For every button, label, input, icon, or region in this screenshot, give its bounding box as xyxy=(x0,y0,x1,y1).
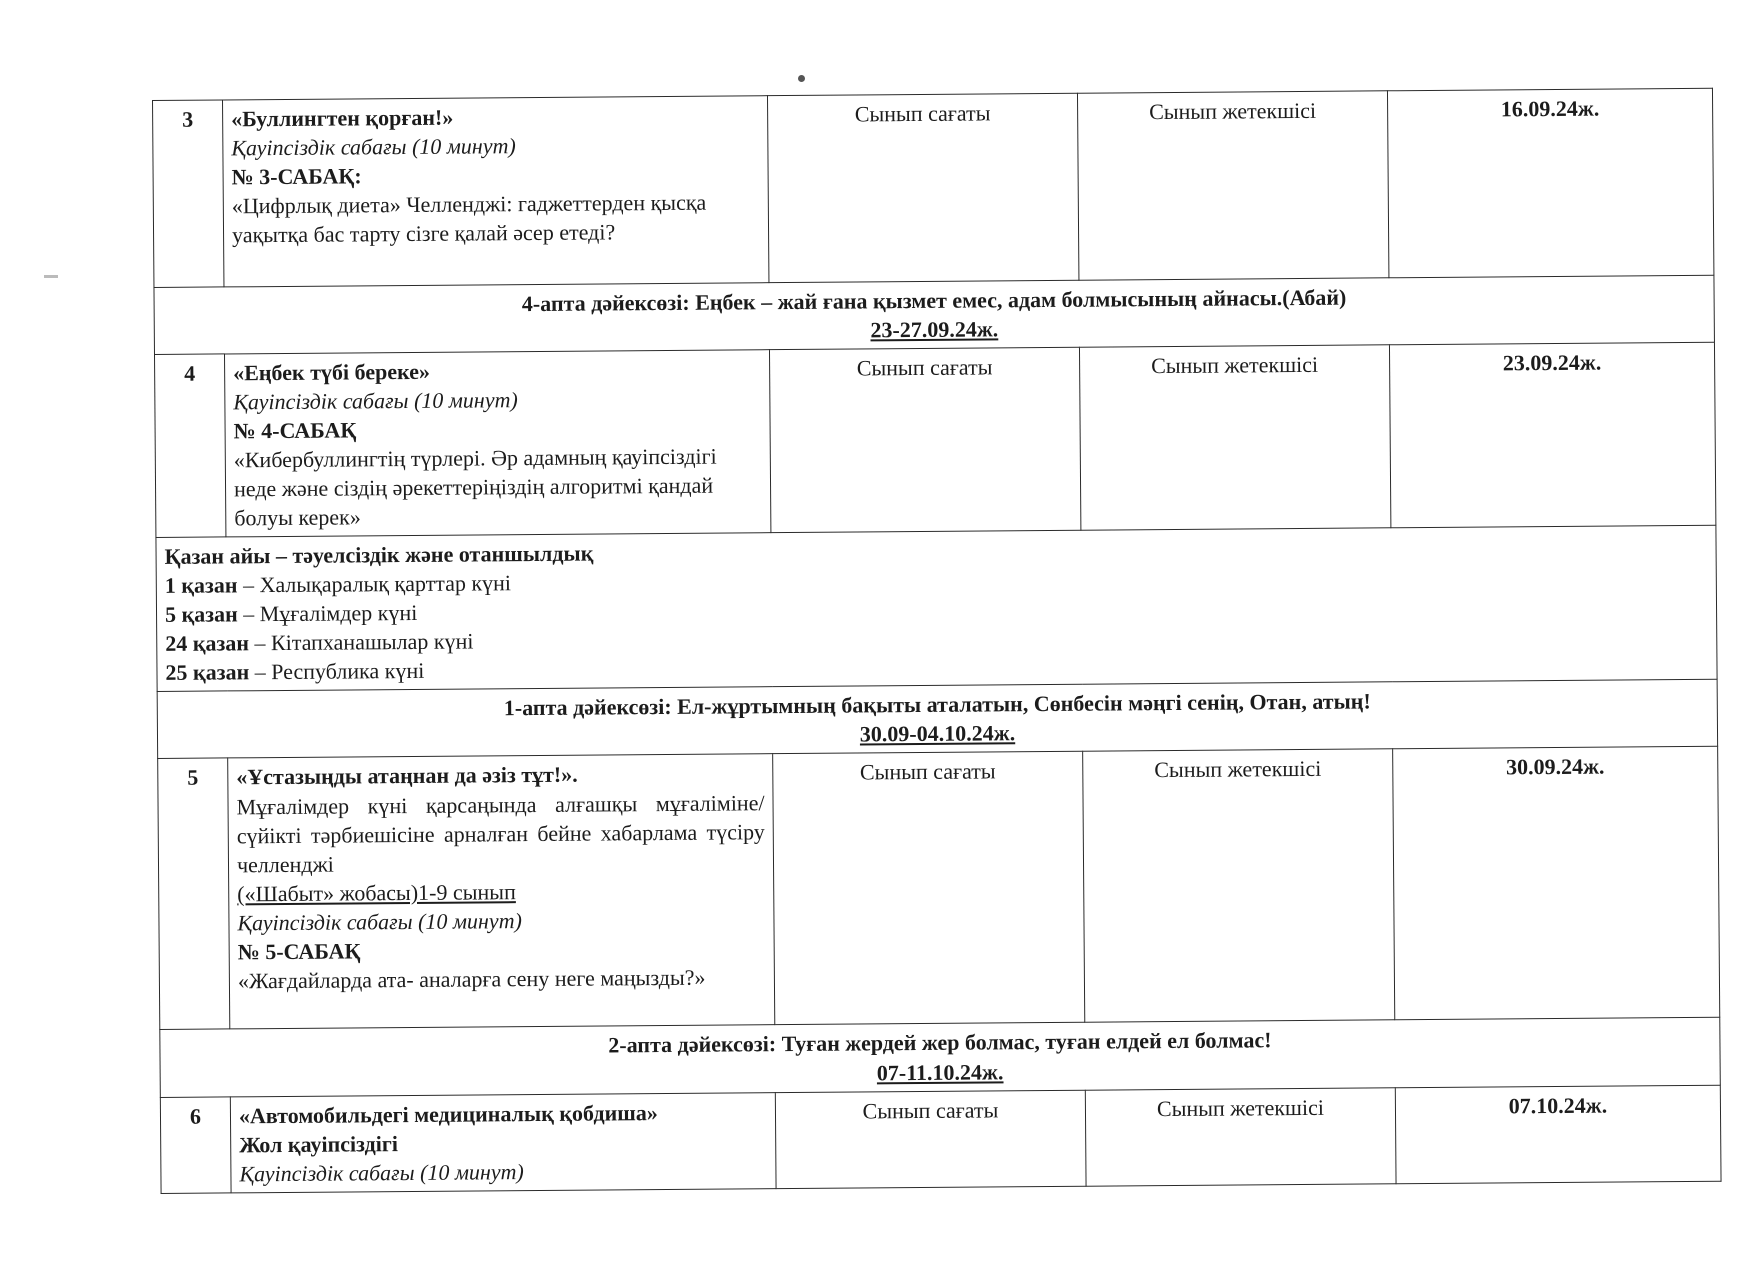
event-cell xyxy=(223,96,769,287)
responsible-person: Сынып жетекшісі xyxy=(1085,1087,1396,1186)
table-row xyxy=(154,342,1715,537)
event-subtitle: Жол қауіпсіздігі xyxy=(239,1130,398,1157)
week-quote: 2-апта дәйексөзі: Туған жердей жер болмас, туған елдей ел болмас! xyxy=(608,1027,1272,1058)
row-number: 3 xyxy=(153,100,224,288)
event-title: «Ұстазыңды атаңнан да әзіз тұт!». xyxy=(236,762,578,790)
event-form: Сынып сағаты xyxy=(773,752,1085,1025)
event-description: Мұғалімдер күні қарсаңында алғашқы мұғаліміне/ сүйікті тәрбиешісіне арналған бейне хабарлама түсіру челленджі xyxy=(236,789,765,877)
event-title: «Буллингтен қорған!» xyxy=(231,104,454,132)
lesson-topic: «Жағдайларда ата- аналарға сену неге маңызды?» xyxy=(237,964,706,994)
week-quote: 1-апта дәйексөзі: Ел-жұртымның бақыты аталатын, Сөнбесін мәңгі сенің, Отан, атың! xyxy=(503,688,1371,721)
week-quote: 4-апта дәйексөзі: Еңбек – жай ғана қызмет емес, адам болмысының айнасы.(Абай) xyxy=(521,284,1347,317)
events-table xyxy=(152,88,1722,1194)
lesson-number: № 5-САБАҚ xyxy=(237,938,361,965)
week-quote-cell xyxy=(157,680,1717,759)
month-cell xyxy=(156,525,1717,691)
table-row xyxy=(160,1085,1721,1193)
holiday-name: – Республика күні xyxy=(249,658,425,685)
week-dates: 23-27.09.24ж. xyxy=(870,316,999,343)
week-dates: 30.09-04.10.24ж. xyxy=(859,720,1016,747)
safety-lesson-note: Қауіпсіздік сабағы (10 минут) xyxy=(233,387,518,415)
holiday-date: 5 қазан xyxy=(164,601,238,628)
project-note: («Шабыт» жобасы)1-9 сынып xyxy=(237,878,516,906)
lesson-topic: «Цифрлық диета» Челленджі: гаджеттерден қысқа уақытқа бас тарту сізге қалай әсер етеді? xyxy=(231,189,707,248)
holiday-name: – Халықаралық қарттар күні xyxy=(237,570,512,598)
scan-mark xyxy=(44,275,58,278)
event-date: 16.09.24ж. xyxy=(1387,88,1713,278)
event-title: «Автомобильдегі медициналық қобдиша» xyxy=(238,1099,658,1128)
week-quote-row xyxy=(157,680,1717,759)
scan-dot xyxy=(798,75,805,82)
safety-lesson-note: Қауіпсіздік сабағы (10 минут) xyxy=(239,1158,524,1186)
holiday-date: 25 қазан xyxy=(165,659,250,686)
event-date: 23.09.24ж. xyxy=(1389,342,1715,528)
week-quote-row xyxy=(154,275,1714,354)
month-row xyxy=(156,525,1717,691)
safety-lesson-note: Қауіпсіздік сабағы (10 минут) xyxy=(237,907,522,935)
holiday-date: 24 қазан xyxy=(165,630,250,657)
event-form: Сынып сағаты xyxy=(767,93,1078,282)
safety-lesson-note: Қауіпсіздік сабағы (10 минут) xyxy=(231,133,516,161)
month-title: Қазан айы – тәуелсіздік және отаншылдық xyxy=(164,540,594,570)
event-form: Сынып сағаты xyxy=(769,347,1080,533)
row-number: 6 xyxy=(160,1096,231,1193)
responsible-person: Сынып жетекшісі xyxy=(1079,345,1390,531)
week-dates: 07-11.10.24ж. xyxy=(876,1058,1004,1085)
event-cell xyxy=(228,754,775,1029)
event-cell xyxy=(230,1092,776,1192)
row-number: 4 xyxy=(154,354,225,538)
event-form: Сынып сағаты xyxy=(775,1090,1086,1189)
event-title: «Еңбек түбі береке» xyxy=(233,358,431,386)
table-row xyxy=(158,747,1720,1030)
holiday-name: – Мұғалімдер күні xyxy=(237,600,418,627)
responsible-person: Сынып жетекшісі xyxy=(1077,91,1388,280)
week-quote-cell xyxy=(154,275,1714,354)
lesson-topic: «Кибербуллингтің түрлері. Әр адамның қауіпсіздігі неде және сіздің әрекеттеріңіздің алгоритмі қандай болуы керек» xyxy=(233,443,717,531)
event-cell xyxy=(224,350,770,537)
lesson-number: № 3-САБАҚ: xyxy=(231,163,362,190)
responsible-person: Сынып жетекшісі xyxy=(1083,749,1395,1022)
lesson-number: № 4-САБАҚ xyxy=(233,417,357,444)
table-row xyxy=(153,88,1714,287)
event-date: 30.09.24ж. xyxy=(1393,747,1720,1021)
holiday-name: – Кітапханашылар күні xyxy=(248,628,474,656)
row-number: 5 xyxy=(158,758,230,1030)
event-date: 07.10.24ж. xyxy=(1395,1085,1721,1184)
holiday-date: 1 қазан xyxy=(164,572,238,599)
document-page xyxy=(152,88,1721,1194)
week-quote-row xyxy=(160,1018,1720,1097)
week-quote-cell xyxy=(160,1018,1720,1097)
